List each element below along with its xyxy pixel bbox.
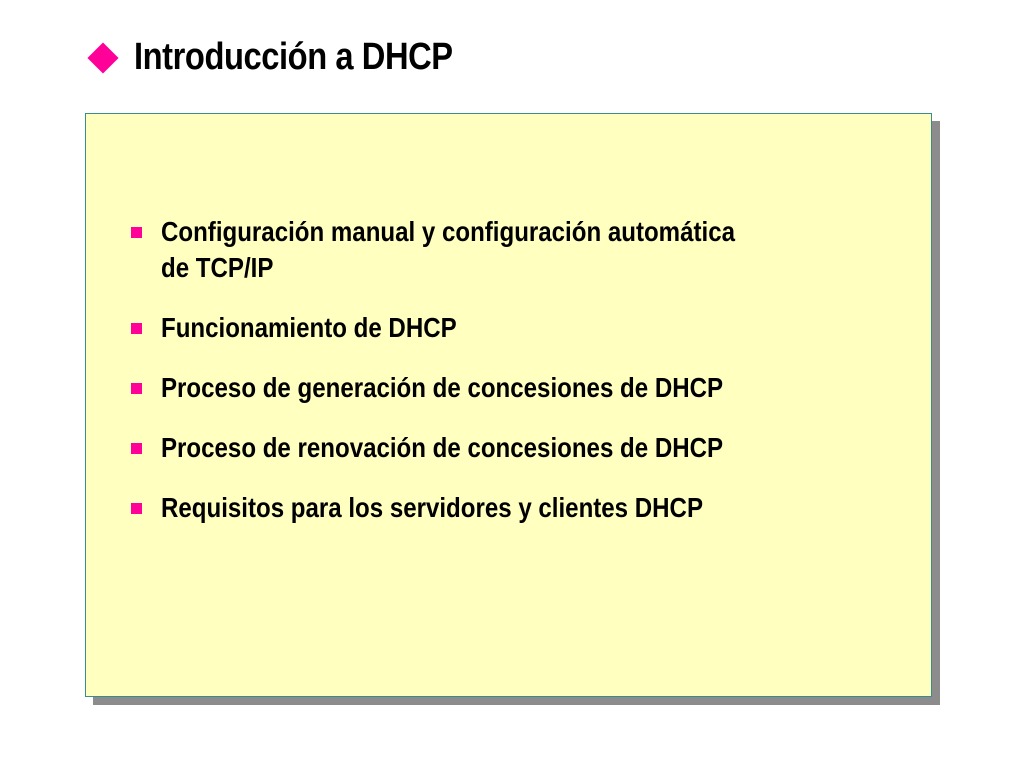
- slide-title: Introducción a DHCP: [134, 36, 453, 78]
- bullet-list: [131, 214, 828, 550]
- square-bullet-icon: [131, 443, 142, 454]
- bullet-text: [161, 214, 735, 286]
- bullet-text-line: Configuración manual y configuración automática: [161, 216, 735, 247]
- square-bullet-icon: [131, 227, 142, 238]
- bullet-text: Requisitos para los servidores y clientes DHCP: [161, 492, 704, 523]
- square-bullet-icon: [131, 503, 142, 514]
- list-item: [131, 490, 828, 526]
- bullet-text: Proceso de renovación de concesiones de DHCP: [161, 432, 724, 463]
- list-item: [131, 430, 828, 466]
- bullet-text-line: de TCP/IP: [161, 252, 274, 283]
- list-item: [131, 370, 828, 406]
- list-item: [131, 310, 828, 346]
- content-panel: [85, 113, 932, 697]
- list-item: [131, 214, 828, 286]
- square-bullet-icon: [131, 323, 142, 334]
- bullet-text: Proceso de generación de concesiones de DHCP: [161, 372, 724, 403]
- slide-header: [86, 36, 505, 79]
- diamond-icon: [87, 42, 118, 73]
- square-bullet-icon: [131, 383, 142, 394]
- bullet-text: Funcionamiento de DHCP: [161, 312, 457, 343]
